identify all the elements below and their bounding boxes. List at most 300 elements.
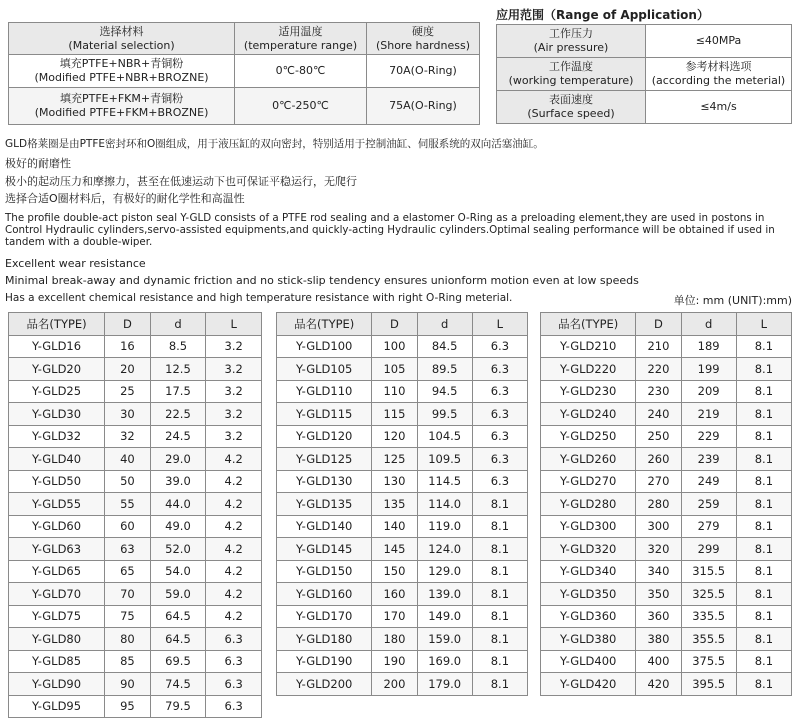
inner-diameter-cell: 114.0 bbox=[417, 493, 472, 516]
outer-diameter-cell: 270 bbox=[636, 470, 681, 493]
table-row bbox=[541, 448, 792, 471]
table-row bbox=[541, 583, 792, 606]
type-cell: Y-GLD420 bbox=[541, 673, 636, 696]
outer-diameter-cell: 350 bbox=[636, 583, 681, 606]
size-header-cell: L bbox=[472, 313, 527, 336]
application-row bbox=[497, 91, 792, 124]
type-cell: Y-GLD100 bbox=[277, 335, 372, 358]
type-cell: Y-GLD210 bbox=[541, 335, 636, 358]
size-header-cell: d bbox=[681, 313, 736, 336]
size-header-cell: D bbox=[372, 313, 417, 336]
inner-diameter-cell: 239 bbox=[681, 448, 736, 471]
length-cell: 8.1 bbox=[736, 403, 791, 426]
table-row bbox=[9, 650, 262, 673]
hardness-header-cn: 硬度 bbox=[411, 24, 434, 38]
inner-diameter-cell: 299 bbox=[681, 538, 736, 561]
outer-diameter-cell: 240 bbox=[636, 403, 681, 426]
type-cell: Y-GLD240 bbox=[541, 403, 636, 426]
inner-diameter-cell: 355.5 bbox=[681, 628, 736, 651]
inner-diameter-cell: 114.5 bbox=[417, 470, 472, 493]
application-value: ≤40MPa bbox=[646, 25, 792, 58]
application-value: ≤4m/s bbox=[646, 91, 792, 124]
table-row bbox=[541, 493, 792, 516]
outer-diameter-cell: 200 bbox=[372, 673, 417, 696]
outer-diameter-cell: 40 bbox=[105, 448, 151, 471]
type-cell: Y-GLD135 bbox=[277, 493, 372, 516]
size-header-cell: d bbox=[150, 313, 206, 336]
type-cell: Y-GLD380 bbox=[541, 628, 636, 651]
length-cell: 8.1 bbox=[472, 628, 527, 651]
application-row bbox=[497, 25, 792, 58]
length-cell: 8.1 bbox=[736, 493, 791, 516]
inner-diameter-cell: 104.5 bbox=[417, 425, 472, 448]
length-cell: 8.1 bbox=[736, 470, 791, 493]
outer-diameter-cell: 380 bbox=[636, 628, 681, 651]
length-cell: 6.3 bbox=[472, 358, 527, 381]
inner-diameter-cell: 189 bbox=[681, 335, 736, 358]
outer-diameter-cell: 30 bbox=[105, 403, 151, 426]
outer-diameter-cell: 180 bbox=[372, 628, 417, 651]
outer-diameter-cell: 170 bbox=[372, 605, 417, 628]
inner-diameter-cell: 395.5 bbox=[681, 673, 736, 696]
application-table bbox=[496, 24, 792, 124]
temperature-header-cn: 适用温度 bbox=[278, 24, 323, 38]
application-value bbox=[646, 58, 792, 91]
inner-diameter-cell: 12.5 bbox=[150, 358, 206, 381]
table-row bbox=[541, 335, 792, 358]
length-cell: 4.2 bbox=[206, 560, 262, 583]
description-en-wear: Excellent wear resistance bbox=[5, 257, 146, 270]
table-row bbox=[541, 403, 792, 426]
inner-diameter-cell: 8.5 bbox=[150, 335, 206, 358]
length-cell: 4.2 bbox=[206, 515, 262, 538]
outer-diameter-cell: 220 bbox=[636, 358, 681, 381]
table-row bbox=[541, 560, 792, 583]
inner-diameter-cell: 99.5 bbox=[417, 403, 472, 426]
outer-diameter-cell: 100 bbox=[372, 335, 417, 358]
length-cell: 6.3 bbox=[472, 448, 527, 471]
application-title: 应用范围（Range of Application） bbox=[496, 8, 709, 22]
outer-diameter-cell: 210 bbox=[636, 335, 681, 358]
table-row bbox=[9, 470, 262, 493]
inner-diameter-cell: 209 bbox=[681, 380, 736, 403]
table-row bbox=[9, 583, 262, 606]
temperature-value: 0℃-80℃ bbox=[235, 55, 367, 88]
table-row bbox=[277, 358, 528, 381]
table-row bbox=[9, 628, 262, 651]
temperature-header-en: (temperature range) bbox=[243, 38, 358, 52]
inner-diameter-cell: 79.5 bbox=[150, 695, 206, 718]
inner-diameter-cell: 64.5 bbox=[150, 605, 206, 628]
material-en: (Modified PTFE+FKM+BROZNE) bbox=[34, 106, 209, 119]
size-table-header bbox=[541, 313, 792, 336]
table-row bbox=[9, 403, 262, 426]
inner-diameter-cell: 249 bbox=[681, 470, 736, 493]
length-cell: 8.1 bbox=[736, 380, 791, 403]
type-cell: Y-GLD160 bbox=[277, 583, 372, 606]
material-header-cell bbox=[9, 23, 235, 55]
inner-diameter-cell: 24.5 bbox=[150, 425, 206, 448]
length-cell: 4.2 bbox=[206, 605, 262, 628]
temperature-value: 0℃-250℃ bbox=[235, 88, 367, 125]
length-cell: 8.1 bbox=[472, 515, 527, 538]
outer-diameter-cell: 360 bbox=[636, 605, 681, 628]
inner-diameter-cell: 169.0 bbox=[417, 650, 472, 673]
table-row bbox=[9, 673, 262, 696]
length-cell: 6.3 bbox=[472, 403, 527, 426]
table-row bbox=[9, 493, 262, 516]
length-cell: 8.1 bbox=[736, 335, 791, 358]
type-cell: Y-GLD200 bbox=[277, 673, 372, 696]
inner-diameter-cell: 52.0 bbox=[150, 538, 206, 561]
table-row bbox=[9, 425, 262, 448]
hardness-value: 75A(O-Ring) bbox=[366, 88, 479, 125]
table-row bbox=[9, 358, 262, 381]
table-row bbox=[541, 538, 792, 561]
material-table bbox=[8, 22, 480, 125]
type-cell: Y-GLD130 bbox=[277, 470, 372, 493]
outer-diameter-cell: 140 bbox=[372, 515, 417, 538]
table-row bbox=[277, 628, 528, 651]
outer-diameter-cell: 85 bbox=[105, 650, 151, 673]
length-cell: 6.3 bbox=[472, 335, 527, 358]
inner-diameter-cell: 129.0 bbox=[417, 560, 472, 583]
inner-diameter-cell: 44.0 bbox=[150, 493, 206, 516]
outer-diameter-cell: 65 bbox=[105, 560, 151, 583]
inner-diameter-cell: 179.0 bbox=[417, 673, 472, 696]
inner-diameter-cell: 94.5 bbox=[417, 380, 472, 403]
size-table-header bbox=[9, 313, 262, 336]
inner-diameter-cell: 84.5 bbox=[417, 335, 472, 358]
table-row bbox=[277, 448, 528, 471]
type-cell: Y-GLD65 bbox=[9, 560, 105, 583]
application-label bbox=[497, 58, 646, 91]
table-row bbox=[277, 335, 528, 358]
outer-diameter-cell: 280 bbox=[636, 493, 681, 516]
type-cell: Y-GLD20 bbox=[9, 358, 105, 381]
table-row bbox=[541, 628, 792, 651]
inner-diameter-cell: 335.5 bbox=[681, 605, 736, 628]
outer-diameter-cell: 70 bbox=[105, 583, 151, 606]
description-en-intro: The profile double-act piston seal Y-GLD consists of a PTFE rod sealing and a elastomer O-Ring as a preloading element,they are used in postons in Control Hydraulic cylinders,servo-assisted equipments,and quickly-acting Hydraulic cylinders.Optimal sealing performance will be obtained if used in tandem with a double-wiper. bbox=[5, 212, 775, 248]
length-cell: 8.1 bbox=[472, 538, 527, 561]
type-cell: Y-GLD120 bbox=[277, 425, 372, 448]
outer-diameter-cell: 130 bbox=[372, 470, 417, 493]
length-cell: 6.3 bbox=[472, 380, 527, 403]
outer-diameter-cell: 320 bbox=[636, 538, 681, 561]
outer-diameter-cell: 80 bbox=[105, 628, 151, 651]
table-row bbox=[277, 605, 528, 628]
type-cell: Y-GLD170 bbox=[277, 605, 372, 628]
material-cell bbox=[9, 88, 235, 125]
table-row bbox=[277, 493, 528, 516]
table-row bbox=[9, 560, 262, 583]
outer-diameter-cell: 55 bbox=[105, 493, 151, 516]
table-row bbox=[277, 380, 528, 403]
type-cell: Y-GLD75 bbox=[9, 605, 105, 628]
material-row bbox=[9, 55, 480, 88]
length-cell: 3.2 bbox=[206, 380, 262, 403]
outer-diameter-cell: 340 bbox=[636, 560, 681, 583]
type-cell: Y-GLD63 bbox=[9, 538, 105, 561]
type-cell: Y-GLD150 bbox=[277, 560, 372, 583]
length-cell: 3.2 bbox=[206, 403, 262, 426]
length-cell: 8.1 bbox=[736, 650, 791, 673]
application-label-cn: 表面速度 bbox=[549, 93, 593, 106]
outer-diameter-cell: 120 bbox=[372, 425, 417, 448]
type-cell: Y-GLD360 bbox=[541, 605, 636, 628]
inner-diameter-cell: 219 bbox=[681, 403, 736, 426]
length-cell: 8.1 bbox=[736, 425, 791, 448]
length-cell: 4.2 bbox=[206, 583, 262, 606]
length-cell: 8.1 bbox=[736, 673, 791, 696]
material-header-cn: 选择材料 bbox=[99, 24, 144, 38]
size-header-cell: 品名(TYPE) bbox=[277, 313, 372, 336]
inner-diameter-cell: 229 bbox=[681, 425, 736, 448]
length-cell: 8.1 bbox=[472, 650, 527, 673]
size-header-cell: D bbox=[105, 313, 151, 336]
outer-diameter-cell: 250 bbox=[636, 425, 681, 448]
type-cell: Y-GLD280 bbox=[541, 493, 636, 516]
type-cell: Y-GLD105 bbox=[277, 358, 372, 381]
inner-diameter-cell: 279 bbox=[681, 515, 736, 538]
length-cell: 8.1 bbox=[472, 673, 527, 696]
type-cell: Y-GLD350 bbox=[541, 583, 636, 606]
hardness-header-cell bbox=[366, 23, 479, 55]
outer-diameter-cell: 95 bbox=[105, 695, 151, 718]
table-row bbox=[277, 673, 528, 696]
material-en: (Modified PTFE+NBR+BROZNE) bbox=[34, 71, 209, 84]
type-cell: Y-GLD300 bbox=[541, 515, 636, 538]
inner-diameter-cell: 119.0 bbox=[417, 515, 472, 538]
inner-diameter-cell: 139.0 bbox=[417, 583, 472, 606]
inner-diameter-cell: 159.0 bbox=[417, 628, 472, 651]
length-cell: 4.2 bbox=[206, 470, 262, 493]
table-row bbox=[9, 695, 262, 718]
inner-diameter-cell: 17.5 bbox=[150, 380, 206, 403]
table-row bbox=[541, 425, 792, 448]
hardness-header-en: (Shore hardness) bbox=[375, 38, 470, 52]
table-row bbox=[277, 538, 528, 561]
table-row bbox=[541, 380, 792, 403]
size-header-cell: D bbox=[636, 313, 681, 336]
description-cn-chemical: 选择合适O圈材料后，有极好的耐化学性和高温性 bbox=[5, 192, 245, 205]
type-cell: Y-GLD260 bbox=[541, 448, 636, 471]
inner-diameter-cell: 74.5 bbox=[150, 673, 206, 696]
inner-diameter-cell: 89.5 bbox=[417, 358, 472, 381]
description-cn-friction: 极小的起动压力和摩擦力，甚至在低速运动下也可保证平稳运行，无爬行 bbox=[5, 175, 357, 188]
material-row bbox=[9, 88, 480, 125]
length-cell: 8.1 bbox=[736, 605, 791, 628]
length-cell: 8.1 bbox=[472, 583, 527, 606]
table-row bbox=[9, 605, 262, 628]
type-cell: Y-GLD95 bbox=[9, 695, 105, 718]
outer-diameter-cell: 105 bbox=[372, 358, 417, 381]
table-row bbox=[277, 403, 528, 426]
outer-diameter-cell: 190 bbox=[372, 650, 417, 673]
outer-diameter-cell: 135 bbox=[372, 493, 417, 516]
length-cell: 8.1 bbox=[736, 583, 791, 606]
length-cell: 8.1 bbox=[736, 448, 791, 471]
unit-label: 单位: mm (UNIT):mm) bbox=[673, 294, 792, 307]
outer-diameter-cell: 110 bbox=[372, 380, 417, 403]
description-en-friction: Minimal break-away and dynamic friction and no stick-slip tendency ensures unionform motion even at low speeds bbox=[5, 274, 639, 287]
table-row bbox=[9, 538, 262, 561]
table-row bbox=[541, 605, 792, 628]
outer-diameter-cell: 90 bbox=[105, 673, 151, 696]
type-cell: Y-GLD25 bbox=[9, 380, 105, 403]
type-cell: Y-GLD190 bbox=[277, 650, 372, 673]
size-header-cell: d bbox=[417, 313, 472, 336]
material-cn: 填充PTFE+NBR+青铜粉 bbox=[59, 57, 184, 70]
type-cell: Y-GLD340 bbox=[541, 560, 636, 583]
inner-diameter-cell: 29.0 bbox=[150, 448, 206, 471]
outer-diameter-cell: 115 bbox=[372, 403, 417, 426]
table-row bbox=[9, 515, 262, 538]
type-cell: Y-GLD250 bbox=[541, 425, 636, 448]
type-cell: Y-GLD40 bbox=[9, 448, 105, 471]
inner-diameter-cell: 39.0 bbox=[150, 470, 206, 493]
table-row bbox=[9, 335, 262, 358]
length-cell: 8.1 bbox=[736, 358, 791, 381]
application-label bbox=[497, 25, 646, 58]
length-cell: 8.1 bbox=[736, 538, 791, 561]
application-value-en: (according the meterial) bbox=[651, 74, 786, 87]
size-header-cell: 品名(TYPE) bbox=[9, 313, 105, 336]
inner-diameter-cell: 149.0 bbox=[417, 605, 472, 628]
type-cell: Y-GLD220 bbox=[541, 358, 636, 381]
description-cn-wear: 极好的耐磨性 bbox=[5, 157, 71, 170]
application-label-cn: 工作温度 bbox=[549, 60, 593, 73]
type-cell: Y-GLD270 bbox=[541, 470, 636, 493]
application-label-en: (working temperature) bbox=[508, 74, 634, 87]
material-header-en: (Material selection) bbox=[68, 38, 175, 52]
inner-diameter-cell: 22.5 bbox=[150, 403, 206, 426]
inner-diameter-cell: 49.0 bbox=[150, 515, 206, 538]
type-cell: Y-GLD110 bbox=[277, 380, 372, 403]
table-row bbox=[277, 470, 528, 493]
table-row bbox=[541, 470, 792, 493]
length-cell: 8.1 bbox=[472, 560, 527, 583]
type-cell: Y-GLD16 bbox=[9, 335, 105, 358]
table-row bbox=[541, 650, 792, 673]
length-cell: 6.3 bbox=[206, 628, 262, 651]
application-row bbox=[497, 58, 792, 91]
inner-diameter-cell: 259 bbox=[681, 493, 736, 516]
table-row bbox=[277, 560, 528, 583]
outer-diameter-cell: 420 bbox=[636, 673, 681, 696]
outer-diameter-cell: 230 bbox=[636, 380, 681, 403]
application-label-en: (Surface speed) bbox=[527, 107, 615, 120]
table-row bbox=[277, 515, 528, 538]
table-row bbox=[541, 358, 792, 381]
length-cell: 8.1 bbox=[736, 560, 791, 583]
size-table-1 bbox=[8, 312, 262, 718]
size-table-3 bbox=[540, 312, 792, 696]
length-cell: 6.3 bbox=[206, 673, 262, 696]
length-cell: 8.1 bbox=[736, 515, 791, 538]
description-en-chemical: Has a excellent chemical resistance and high temperature resistance with right O-Ring meterial. bbox=[5, 292, 513, 304]
material-table-header bbox=[9, 23, 480, 55]
outer-diameter-cell: 50 bbox=[105, 470, 151, 493]
outer-diameter-cell: 20 bbox=[105, 358, 151, 381]
table-row bbox=[9, 380, 262, 403]
outer-diameter-cell: 125 bbox=[372, 448, 417, 471]
length-cell: 4.2 bbox=[206, 493, 262, 516]
size-header-cell: L bbox=[736, 313, 791, 336]
size-header-cell: 品名(TYPE) bbox=[541, 313, 636, 336]
length-cell: 3.2 bbox=[206, 335, 262, 358]
application-label-cn: 工作压力 bbox=[549, 27, 593, 40]
outer-diameter-cell: 145 bbox=[372, 538, 417, 561]
inner-diameter-cell: 199 bbox=[681, 358, 736, 381]
type-cell: Y-GLD60 bbox=[9, 515, 105, 538]
outer-diameter-cell: 260 bbox=[636, 448, 681, 471]
application-label-en: (Air pressure) bbox=[533, 41, 609, 54]
inner-diameter-cell: 375.5 bbox=[681, 650, 736, 673]
inner-diameter-cell: 64.5 bbox=[150, 628, 206, 651]
outer-diameter-cell: 60 bbox=[105, 515, 151, 538]
material-cn: 填充PTFE+FKM+青铜粉 bbox=[59, 92, 184, 105]
size-table-header bbox=[277, 313, 528, 336]
inner-diameter-cell: 54.0 bbox=[150, 560, 206, 583]
outer-diameter-cell: 25 bbox=[105, 380, 151, 403]
outer-diameter-cell: 300 bbox=[636, 515, 681, 538]
outer-diameter-cell: 160 bbox=[372, 583, 417, 606]
type-cell: Y-GLD30 bbox=[9, 403, 105, 426]
length-cell: 6.3 bbox=[206, 695, 262, 718]
table-row bbox=[541, 515, 792, 538]
type-cell: Y-GLD400 bbox=[541, 650, 636, 673]
inner-diameter-cell: 315.5 bbox=[681, 560, 736, 583]
outer-diameter-cell: 63 bbox=[105, 538, 151, 561]
material-cell bbox=[9, 55, 235, 88]
description-cn-intro: GLD格莱圈是由PTFE密封环和O圈组成，用于液压缸的双向密封，特别适用于控制油缸、伺服系统的双向活塞油缸。 bbox=[5, 138, 544, 150]
outer-diameter-cell: 400 bbox=[636, 650, 681, 673]
outer-diameter-cell: 150 bbox=[372, 560, 417, 583]
application-label bbox=[497, 91, 646, 124]
outer-diameter-cell: 16 bbox=[105, 335, 151, 358]
type-cell: Y-GLD320 bbox=[541, 538, 636, 561]
type-cell: Y-GLD145 bbox=[277, 538, 372, 561]
length-cell: 8.1 bbox=[472, 493, 527, 516]
type-cell: Y-GLD32 bbox=[9, 425, 105, 448]
type-cell: Y-GLD230 bbox=[541, 380, 636, 403]
temperature-header-cell bbox=[235, 23, 367, 55]
inner-diameter-cell: 109.5 bbox=[417, 448, 472, 471]
inner-diameter-cell: 59.0 bbox=[150, 583, 206, 606]
table-row bbox=[9, 448, 262, 471]
table-row bbox=[541, 673, 792, 696]
inner-diameter-cell: 325.5 bbox=[681, 583, 736, 606]
length-cell: 3.2 bbox=[206, 425, 262, 448]
length-cell: 8.1 bbox=[472, 605, 527, 628]
outer-diameter-cell: 32 bbox=[105, 425, 151, 448]
size-table-2 bbox=[276, 312, 528, 696]
length-cell: 6.3 bbox=[472, 425, 527, 448]
inner-diameter-cell: 124.0 bbox=[417, 538, 472, 561]
type-cell: Y-GLD125 bbox=[277, 448, 372, 471]
table-row bbox=[277, 583, 528, 606]
application-value-cn: 参考材料选项 bbox=[685, 60, 752, 73]
outer-diameter-cell: 75 bbox=[105, 605, 151, 628]
size-header-cell: L bbox=[206, 313, 262, 336]
length-cell: 8.1 bbox=[736, 628, 791, 651]
hardness-value: 70A(O-Ring) bbox=[366, 55, 479, 88]
type-cell: Y-GLD90 bbox=[9, 673, 105, 696]
type-cell: Y-GLD55 bbox=[9, 493, 105, 516]
type-cell: Y-GLD70 bbox=[9, 583, 105, 606]
